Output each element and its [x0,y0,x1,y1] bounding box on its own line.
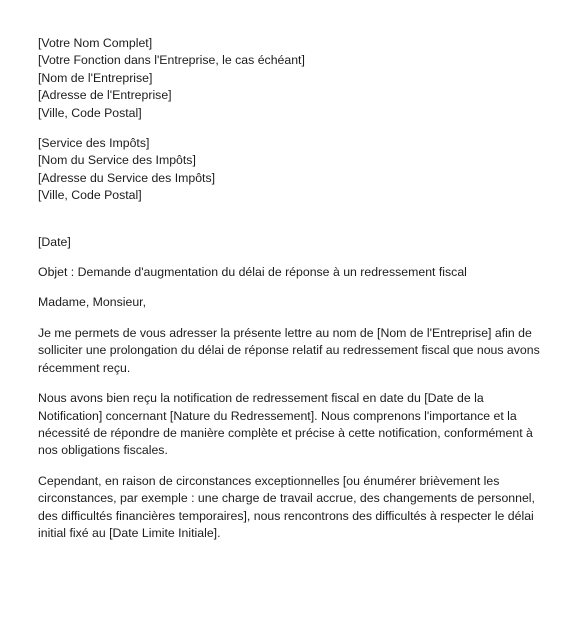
sender-name: [Votre Nom Complet] [38,36,153,50]
recipient-city: [Ville, Code Postal] [38,188,142,203]
letter-salutation: Madame, Monsieur, [38,295,146,310]
letter-date: [Date] [38,234,71,249]
recipient-service-address: [Adresse du Service des Impôts] [38,170,216,185]
sender-company-address: [Adresse de l'Entreprise] [38,88,172,103]
letter-paragraph: Cependant, en raison de circonstances exceptionnelles [ou énumérer brièvement les circonstances, par exemple : une charge de travail accrue, des changements de personnel, des difficultés financières temporaires], nous rencontrons des difficultés à respecter le délai initial fixé au [Date Limite Initiale]. [38,473,535,540]
recipient-service-name: [Nom du Service des Impôts] [38,153,196,168]
letter-paragraph: Nous avons bien reçu la notification de redressement fiscal en date du [Date de la Notification] concernant [Nature du Redressement]. Nous comprenons l'importance et la nécessité de répondre de manière complète et précise à cette notification, conformément à nos obligations fiscales. [38,391,533,458]
letter-paragraph: Je me permets de vous adresser la présente lettre au nom de [Nom de l'Entreprise] afin de solliciter une prolongation du délai de réponse relatif au redressement fiscal que nous avons récemment reçu. [38,325,540,375]
letter-subject: Objet : Demande d'augmentation du délai de réponse à un redressement fiscal [38,265,467,280]
recipient-service: [Service des Impôts] [38,136,150,151]
sender-address [38,35,552,122]
sender-company: [Nom de l'Entreprise] [38,70,153,85]
sender-city: [Ville, Code Postal] [38,105,142,120]
sender-function: [Votre Fonction dans l'Entreprise, le cas échéant] [38,53,305,68]
recipient-address [38,135,552,205]
